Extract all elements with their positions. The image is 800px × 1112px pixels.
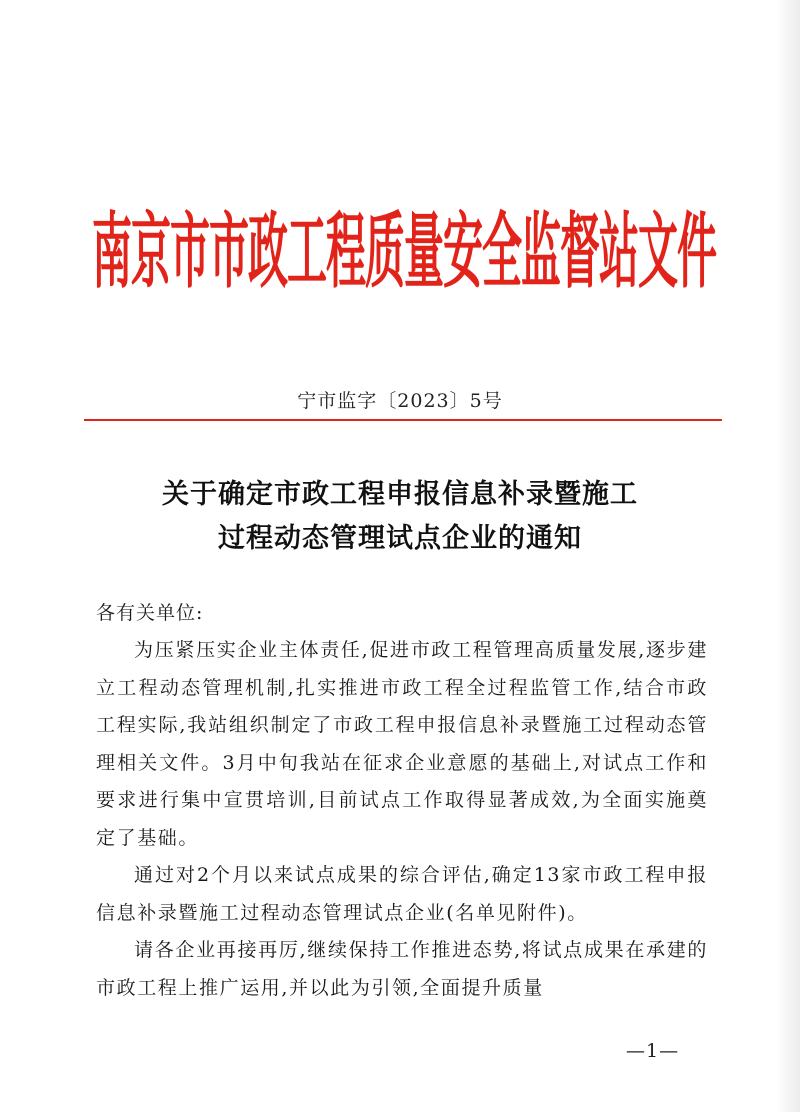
body-paragraph-1: 为压紧压实企业主体责任,促进市政工程管理高质量发展,逐步建立工程动态管理机制,扎实推进市政工程全过程监管工作,结合市政工程实际,我站组织制定了市政工程申报信息补录暨施工过程动态管理相关文件。3月中旬我站在征求企业意愿的基础上,对试点工作和要求进行集中宣贯培训,目前试点工作取得显著成效,为全面实施奠定了基础。 [96, 639, 708, 849]
document-number: 宁市监字〔2023〕5号 [297, 390, 503, 412]
page-edge-shadow [776, 0, 800, 1112]
red-separator-line [84, 419, 722, 421]
salutation: 各有关单位: [96, 602, 204, 624]
page-number: —1— [626, 1040, 680, 1062]
notice-title-line-2: 过程动态管理试点企业的通知 [218, 523, 582, 554]
notice-title-line-1: 关于确定市政工程申报信息补录暨施工 [162, 479, 638, 510]
body-paragraph-3: 请各企业再接再厉,继续保持工作推进态势,将试点成果在承建的市政工程上推广运用,并以此为引领,全面提升质量 [96, 939, 708, 999]
issuer-letterhead: 南京市市政工程质量安全监督站文件 [92, 205, 716, 301]
body-paragraph-2: 通过对2个月以来试点成果的综合评估,确定13家市政工程申报信息补录暨施工过程动态管理试点企业(名单见附件)。 [96, 864, 708, 924]
